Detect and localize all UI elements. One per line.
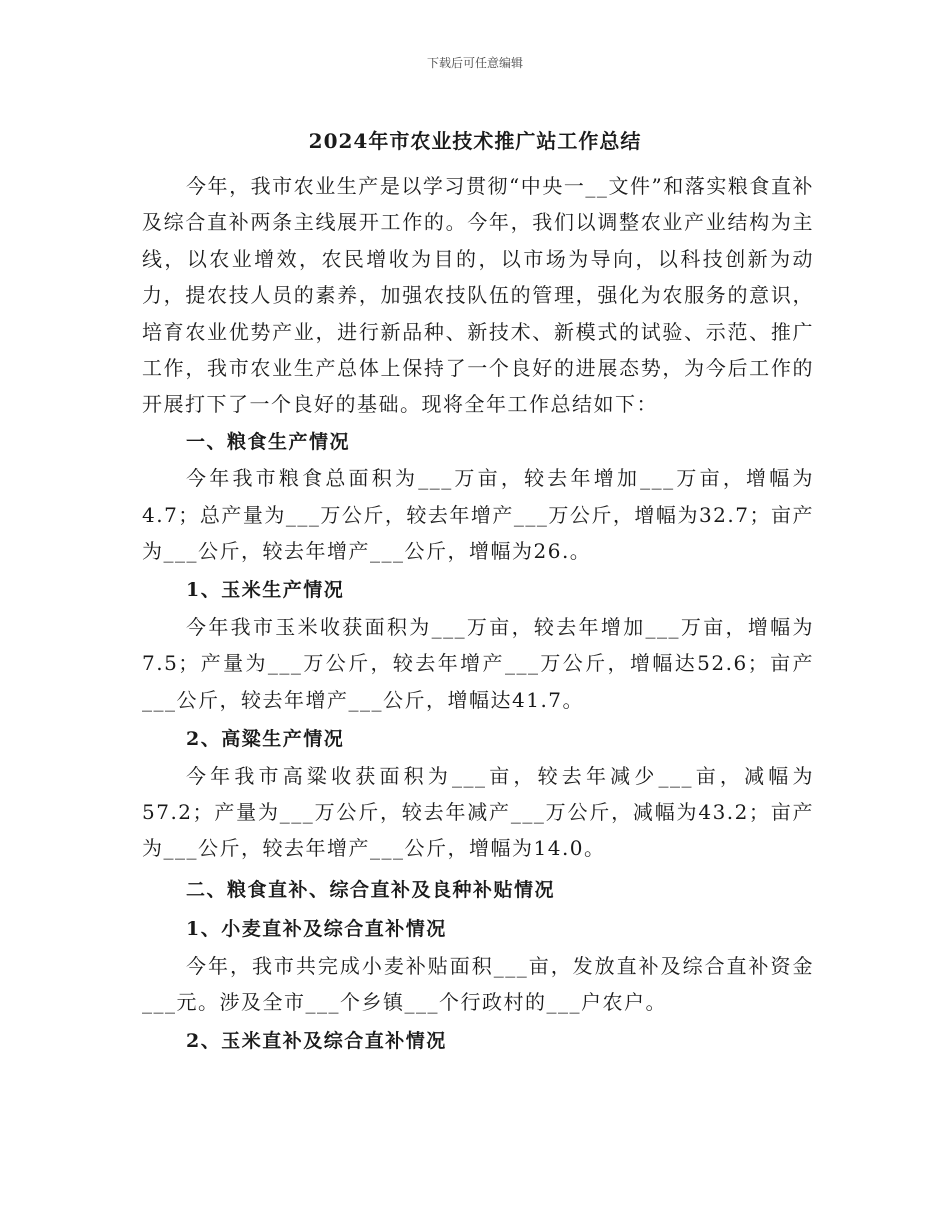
document-title: 2024年市农业技术推广站工作总结 (308, 129, 642, 153)
corn-heading: 1、玉米生产情况 (186, 579, 345, 602)
section2-heading: 二、粮食直补、综合直补及良种补贴情况 (186, 878, 556, 901)
sorghum-heading: 2、高粱生产情况 (186, 728, 345, 751)
wheat-subsidy-paragraph: 今年，我市共完成小麦补贴面积___亩，发放直补及综合直补资金___元。涉及全市___个乡镇___个行政村的___户农户。 (142, 953, 814, 1014)
section1-heading: 一、粮食生产情况 (186, 430, 351, 453)
section1-paragraph: 今年我市粮食总面积为___万亩，较去年增加___万亩，增幅为4.7；总产量为___万公斤，较去年增产___万公斤，增幅为32.7；亩产为___公斤，较去年增产___公斤，增幅为26.。 (142, 466, 814, 564)
corn-paragraph: 今年我市玉米收获面积为___万亩，较去年增加___万亩，增幅为7.5；产量为___万公斤，较去年增产___万公斤，增幅达52.6；亩产___公斤，较去年增产___公斤，增幅达41.7。 (142, 614, 814, 712)
wheat-subsidy-heading: 1、小麦直补及综合直补情况 (186, 918, 447, 941)
intro-paragraph: 今年，我市农业生产是以学习贯彻“中央一__文件”和落实粮食直补及综合直补两条主线展开工作的。今年，我们以调整农业产业结构为主线，以农业增效，农民增收为目的，以市场为导向，以科技创新为动力，提农技人员的素养，加强农技队伍的管理，强化为农服务的意识，培育农业优势产业，进行新品种、新技术、新模式的试验、示范、推广工作，我市农业生产总体上保持了一个良好的进展态势，为今后工作的开展打下了一个良好的基础。现将全年工作总结如下： (142, 174, 814, 417)
corn-subsidy-heading: 2、玉米直补及综合直补情况 (186, 1030, 447, 1053)
sorghum-paragraph: 今年我市高粱收获面积为___亩，较去年减少___亩，减幅为57.2；产量为___万公斤，较去年减产___万公斤，减幅为43.2；亩产为___公斤，较去年增产___公斤，增幅为14.0。 (142, 763, 814, 861)
document-body (142, 168, 814, 1060)
header-note: 下载后可任意编辑 (426, 56, 523, 70)
